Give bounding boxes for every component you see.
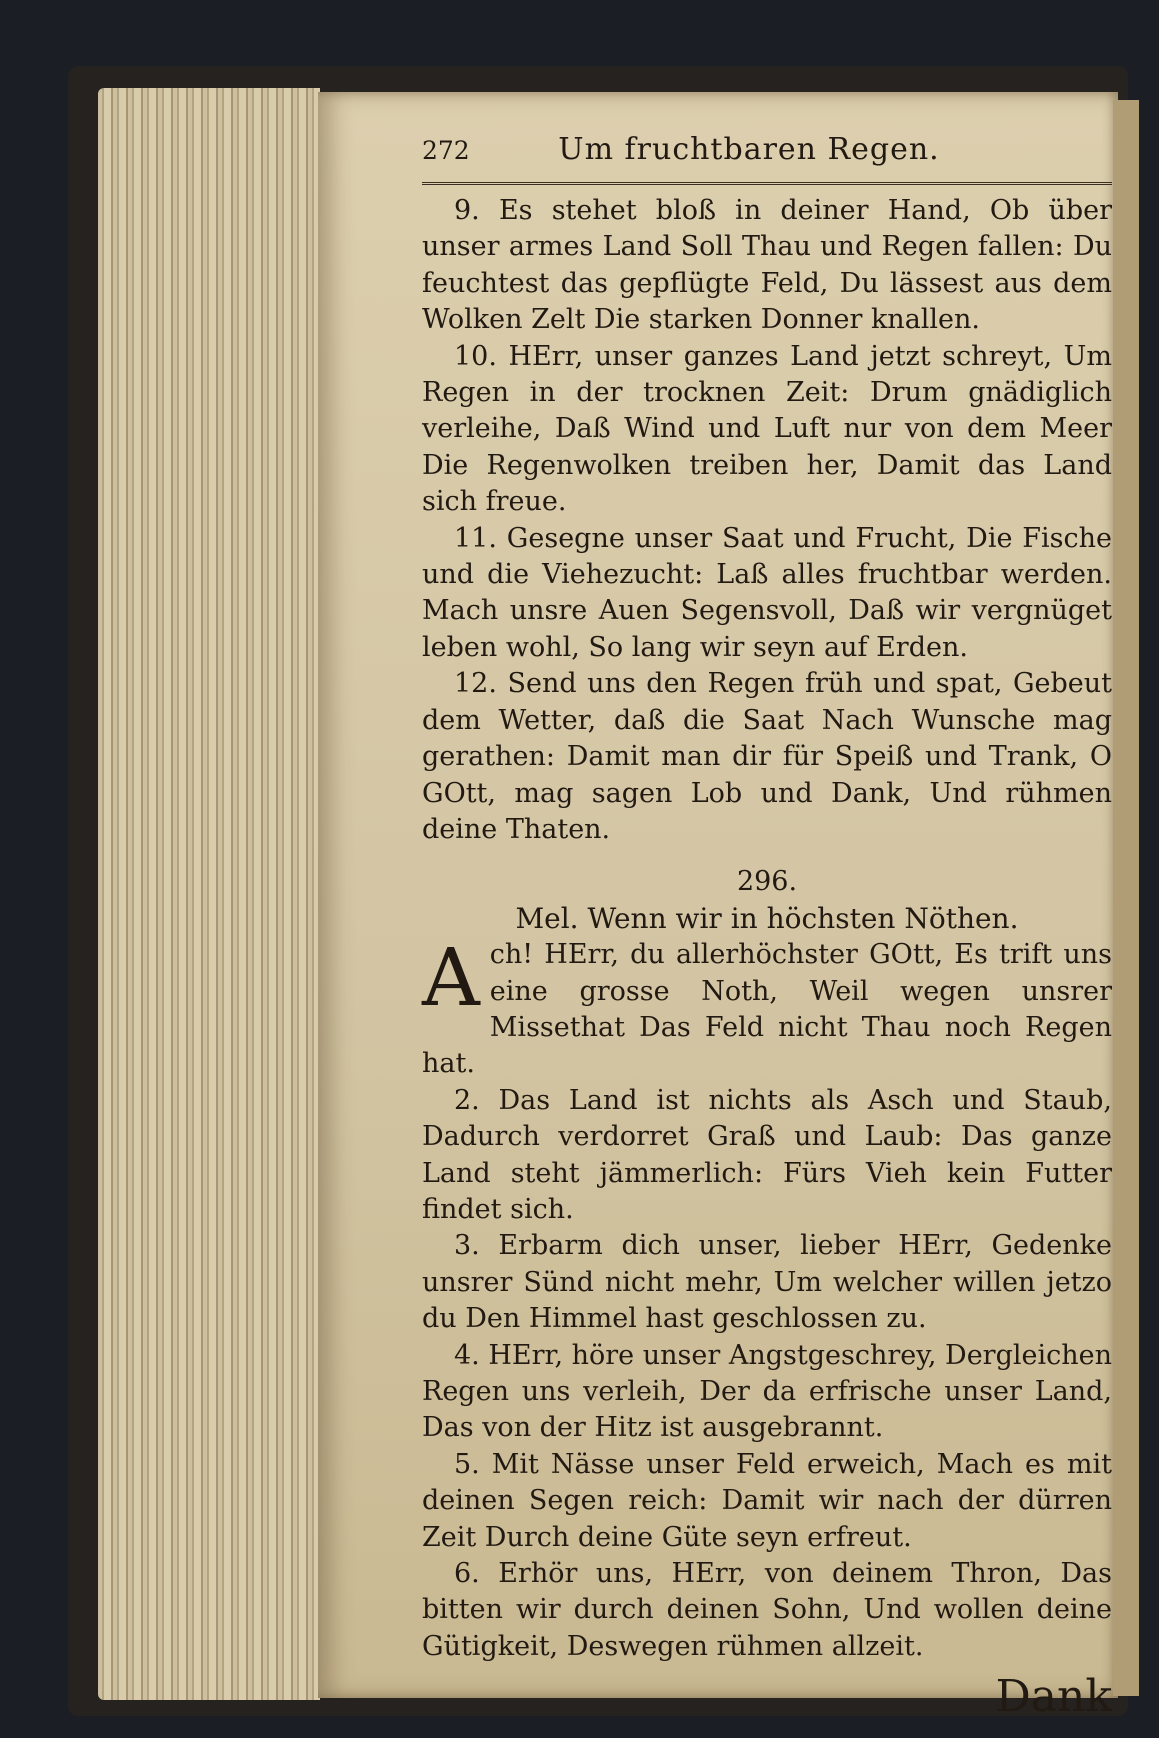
- stanza-11: 11. Gesegne unser Saat und Frucht, Die Fische und die Viehezucht: Laß alles fruchtbar werden. Mach unsre Auen Segensvoll, Daß wir vergnüget leben wohl, So lang wir seyn auf Erden.: [422, 522, 1112, 663]
- drop-cap: A: [422, 931, 480, 1025]
- page-text: [422, 132, 1112, 1723]
- hymn-stanza-1: [422, 931, 1112, 1083]
- hymn-stanza-6: 6. Erhör uns, HErr, von deinem Thron, Das bitten wir durch deinen Sohn, Und wollen deine Gütigkeit, Deswegen rühmen allzeit.: [422, 1558, 1112, 1662]
- page-title: Um fruchtbaren Regen.: [558, 132, 940, 167]
- stanza-12: 12. Send uns den Regen früh und spat, Gebeut dem Wetter, daß die Saat Nach Wunsche mag gerathen: Damit man dir für Speiß und Trank, O GOtt, mag sagen Lob und Dank, Und rühmen deine Thaten.: [422, 668, 1112, 845]
- stanza-10: 10. HErr, unser ganzes Land jetzt schreyt, Um Regen in der trocknen Zeit: Drum gnädiglich verleihe, Daß Wind und Luft nur von dem Meer Die Regenwolken treiben her, Damit das Land sich freue.: [422, 340, 1112, 518]
- hymn-stanza-4: 4. HErr, höre unser Angstgeschrey, Dergleichen Regen uns verleih, Der da erfrische unser Land, Das von der Hitz ist ausgebrannt.: [422, 1339, 1112, 1444]
- hymn-stanza-3: 3. Erbarm dich unser, lieber HErr, Gedenke unsrer Sünd nicht mehr, Um welcher willen jetzo du Den Himmel hast geschlossen zu.: [422, 1230, 1112, 1335]
- page-edges: [98, 88, 320, 1700]
- hymn-stanza-5: 5. Mit Nässe unser Feld erweich, Mach es mit deinen Segen reich: Damit wir nach der dürren Zeit Durch deine Güte seyn erfreut.: [422, 1448, 1112, 1553]
- hymn-number: 296.: [736, 866, 798, 898]
- hymn-stanza-1-text: ch! HErr, du allerhöchster GOtt, Es trift uns eine grosse Noth, Weil wegen unsrer Missethat Das Feld nicht Thau noch Regen hat.: [422, 939, 1112, 1080]
- melody-line: Mel. Wenn wir in höchsten Nöthen.: [515, 901, 1019, 935]
- running-head: [422, 132, 1112, 185]
- page-number: 272: [422, 136, 470, 165]
- catchword: Dank: [995, 1671, 1112, 1723]
- stanza-9: 9. Es stehet bloß in deiner Hand, Ob über unser armes Land Soll Thau und Regen fallen: Du feuchtest das gepflügte Feld, Du lässest aus dem Wolken Zelt Die starken Donner knallen.: [422, 195, 1112, 336]
- next-page-edge: [1113, 100, 1139, 1696]
- hymn-stanza-2: 2. Das Land ist nichts als Asch und Staub, Dadurch verdorret Graß und Laub: Das ganze Land steht jämmerlich: Fürs Vieh kein Futter findet sich.: [422, 1084, 1112, 1225]
